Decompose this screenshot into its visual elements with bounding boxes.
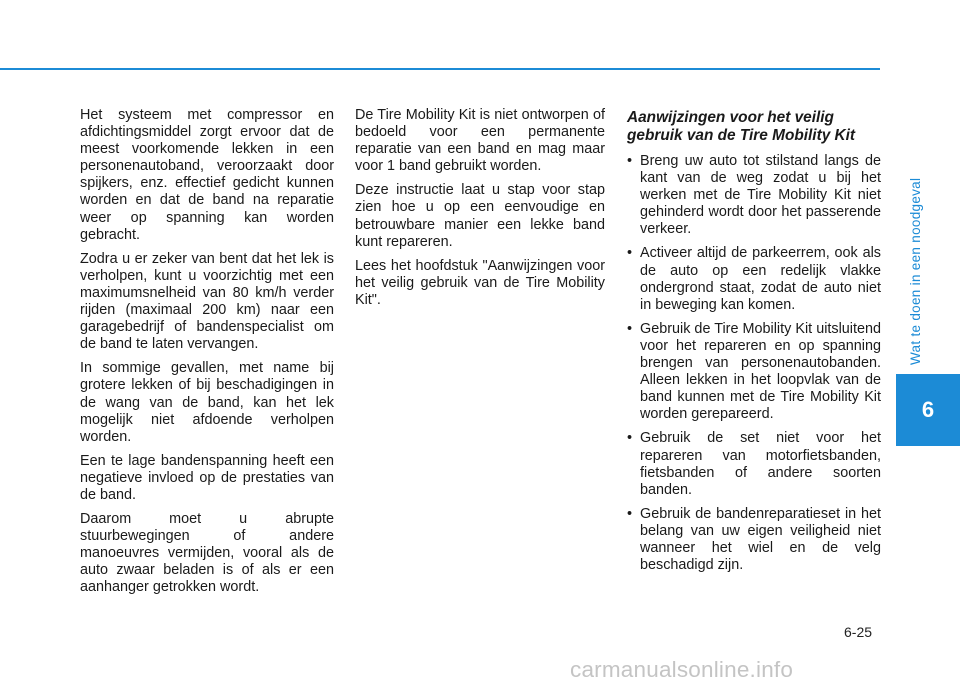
paragraph: Zodra u er zeker van bent dat het lek is verholpen, kunt u voorzichtig met een maximumsnelheid van 80 km/h verder rijden (maximaal 200 km) naar een garagebedrijf of bandenspecialist om de band te laten vervangen.: [80, 250, 334, 353]
chapter-title: Wat te doen in een noodgeval: [908, 177, 923, 365]
safety-instructions-list: [627, 153, 881, 574]
section-heading: Aanwijzingen voor het veilig gebruik van de Tire Mobility Kit: [627, 109, 856, 144]
paragraph: Daarom moet u abrupte stuurbewegingen of andere manoeuvres vermijden, vooral als de auto zwaar beladen is of als er een aanhanger getrokken wordt.: [80, 511, 334, 596]
list-item: • Breng uw auto tot stilstand langs de kant van de weg zodat u bij het werken met de Tire Mobility Kit niet gehinderd wordt door het passerende verkeer.: [627, 153, 881, 238]
text-column-3: [627, 107, 881, 581]
paragraph: Deze instructie laat u stap voor stap zien hoe u op een eenvoudige en betrouwbare manier een lekke band kunt repareren.: [355, 182, 605, 250]
chapter-number: 6: [921, 397, 935, 422]
header-rule: [0, 68, 880, 70]
text-column-2: [355, 107, 605, 316]
list-item: • Activeer altijd de parkeerrem, ook als de auto op een redelijk vlakke ondergrond staat, zodat de auto niet in beweging kan komen.: [627, 245, 881, 313]
paragraph: Het systeem met compressor en afdichtingsmiddel zorgt ervoor dat de meest voorkomende lekken in een personenautoband, veroorzaakt door spijkers, enz. effectief gedicht kunnen worden en dat de band na reparatie weer op spanning kan worden gebracht.: [80, 107, 334, 243]
page-number: 6-25: [844, 624, 873, 640]
list-item: • Gebruik de bandenreparatieset in het belang van uw eigen veiligheid niet wanneer het wiel en de velg beschadigd zijn.: [627, 506, 881, 574]
watermark: carmanualsonline.info: [570, 657, 794, 682]
paragraph: Een te lage bandenspanning heeft een negatieve invloed op de prestaties van de band.: [80, 452, 334, 503]
list-item: • Gebruik de set niet voor het repareren van motorfietsbanden, fietsbanden of andere soorten banden.: [627, 430, 881, 498]
paragraph: De Tire Mobility Kit is niet ontworpen of bedoeld voor een permanente reparatie van een band en mag maar voor 1 band gebruikt worden.: [355, 107, 605, 175]
chapter-tab[interactable]: [896, 374, 960, 446]
list-item: • Gebruik de Tire Mobility Kit uitsluitend voor het repareren en op spanning brengen van personenautobanden. Alleen lekken in het loopvlak van de band kunnen met de Tire Mobility Kit worden gerepareerd.: [627, 321, 881, 424]
paragraph: In sommige gevallen, met name bij grotere lekken of bij beschadigingen in de wang van de band, kan het lek mogelijk niet afdoende verholpen worden.: [80, 360, 334, 445]
text-column-1: [80, 107, 334, 604]
paragraph: Lees het hoofdstuk "Aanwijzingen voor het veilig gebruik van de Tire Mobility Kit".: [355, 257, 605, 308]
